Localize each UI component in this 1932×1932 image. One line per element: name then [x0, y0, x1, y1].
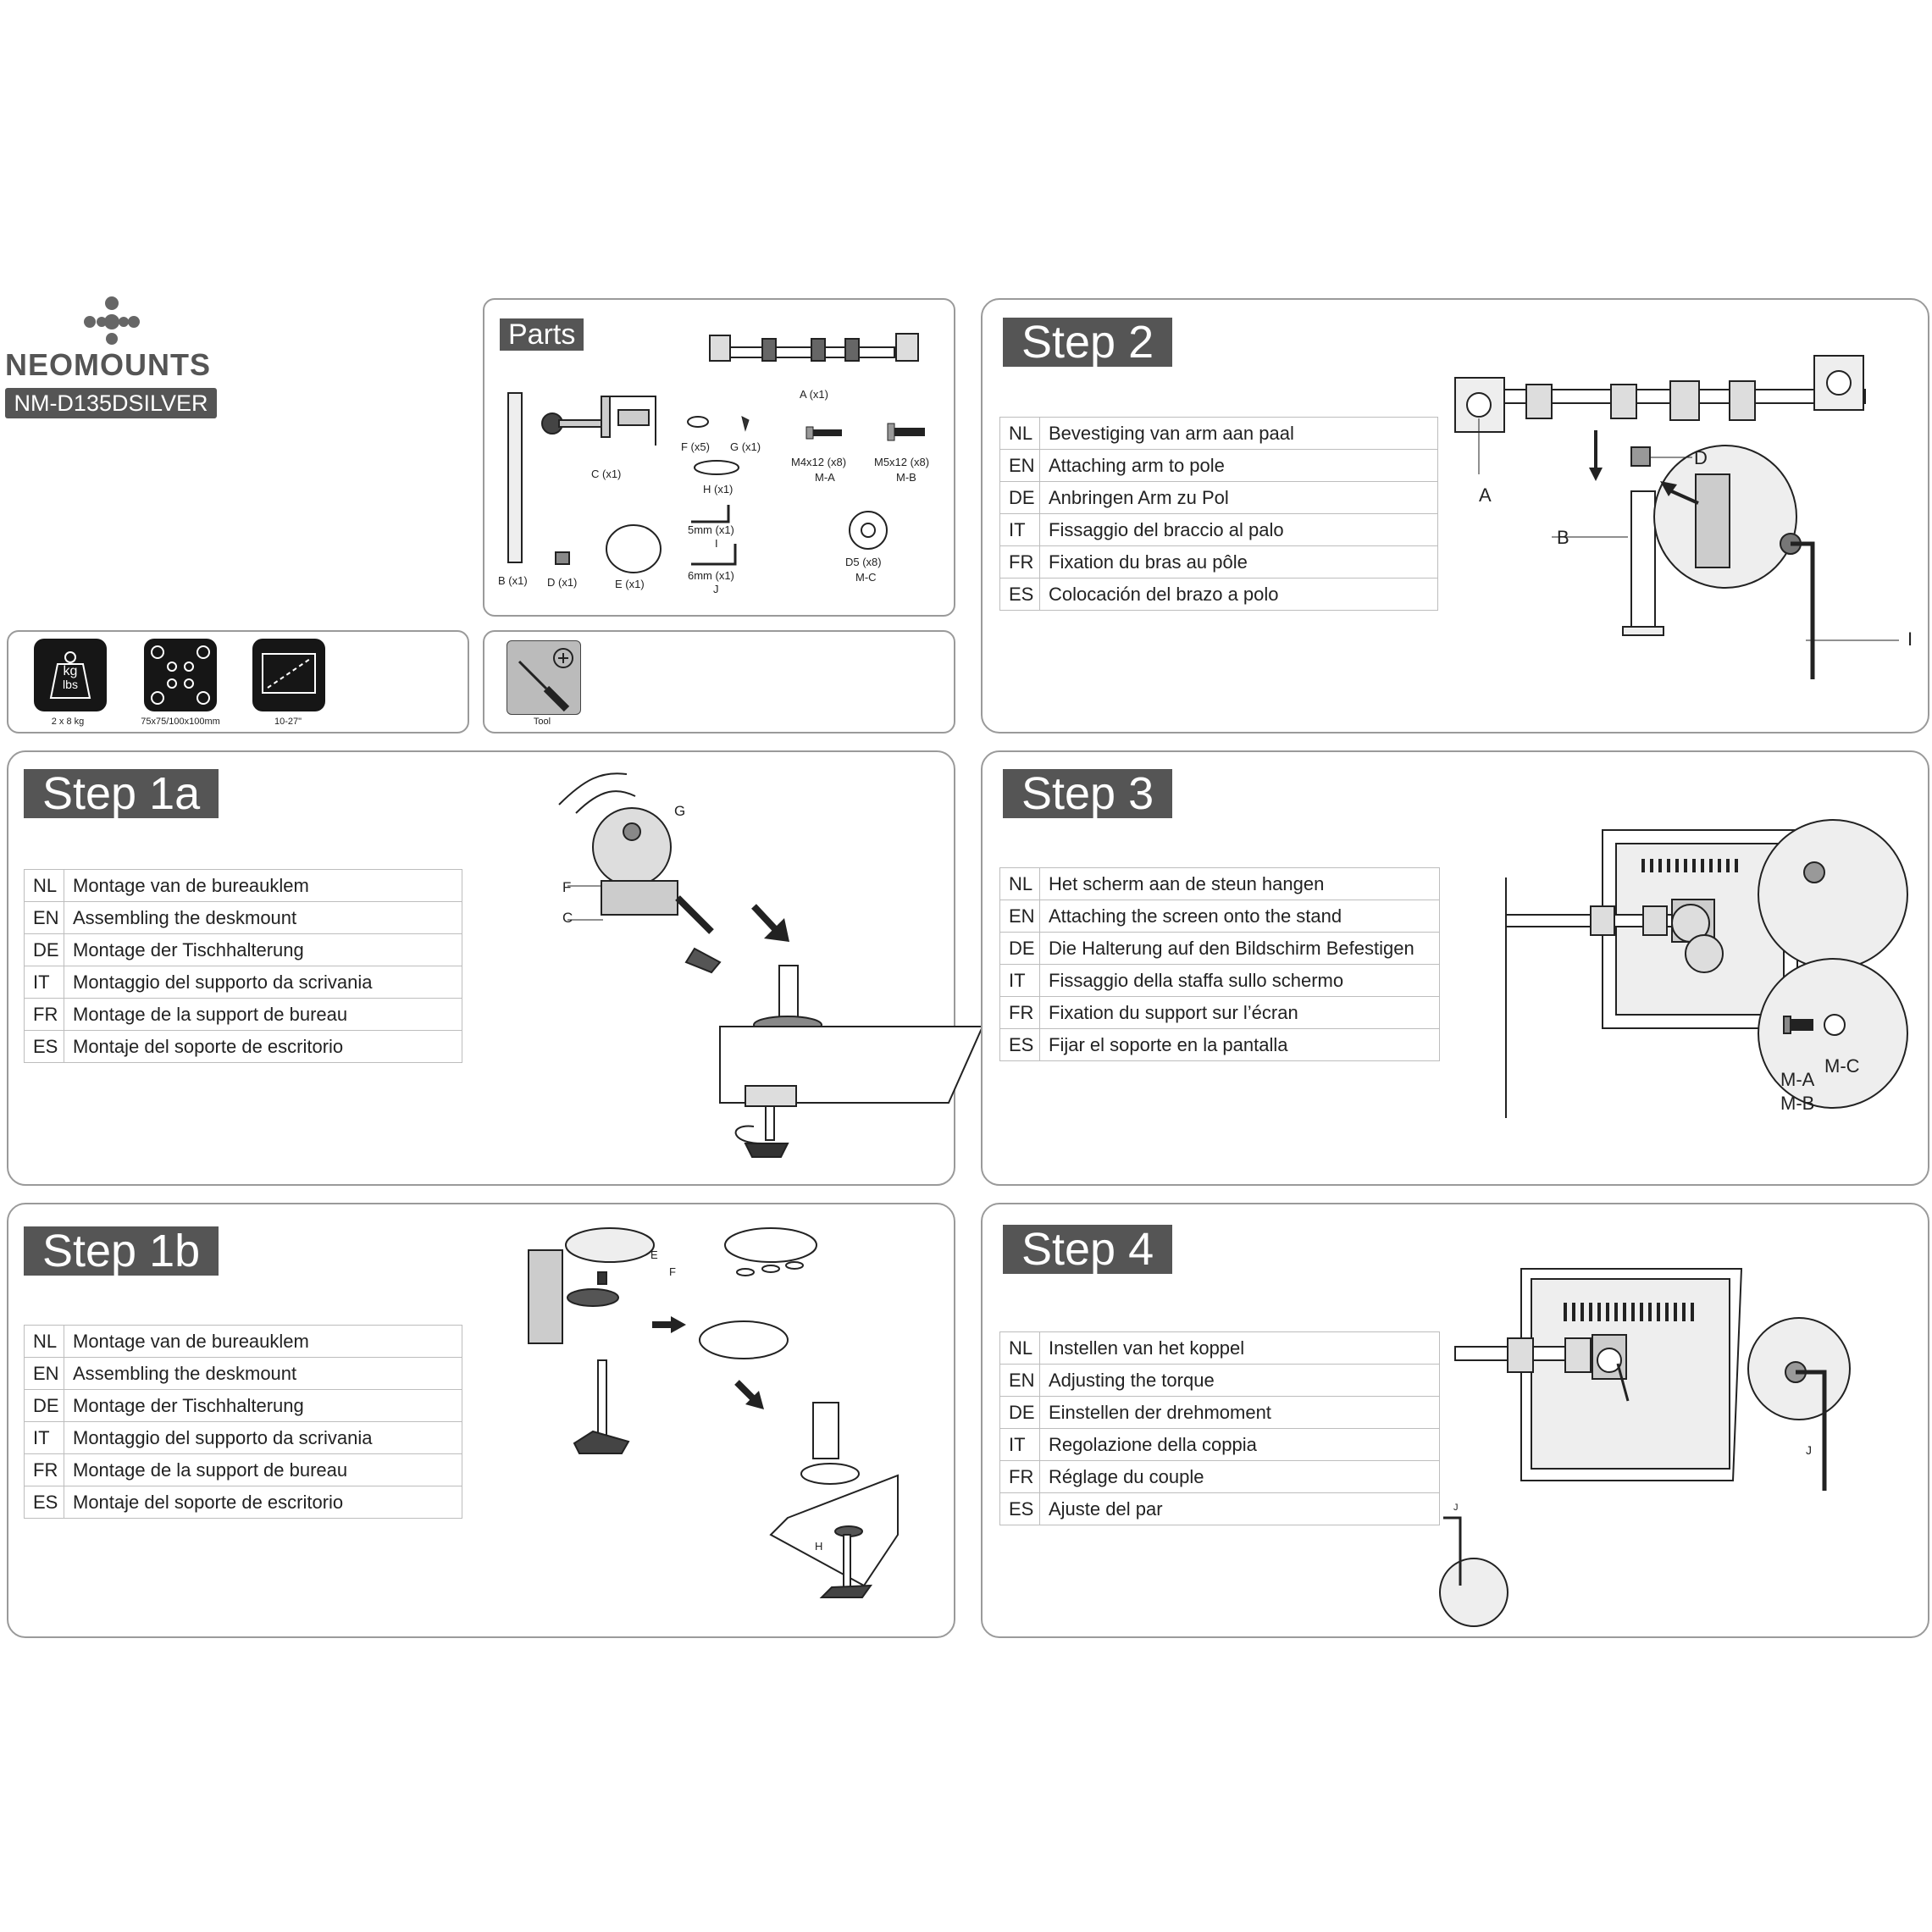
table-row — [25, 870, 462, 902]
lang-code: IT — [1000, 965, 1040, 997]
lang-code: FR — [25, 999, 64, 1031]
screen-size-caption: 10-27" — [274, 717, 302, 727]
lang-text: Montaggio del supporto da scrivania — [64, 1422, 462, 1454]
lang-text: Ajuste del par — [1040, 1493, 1440, 1525]
lang-text: Bevestiging van arm aan paal — [1040, 418, 1438, 450]
part-i-sub: I — [715, 537, 718, 550]
step2-callout-b: B — [1557, 527, 1569, 548]
lang-text: Montage der Tischhalterung — [64, 934, 462, 966]
step3-title: Step 3 — [1003, 769, 1172, 818]
table-row — [25, 1390, 462, 1422]
step3-illustration — [1499, 805, 1923, 1160]
step3-callout-ma: M-A — [1780, 1069, 1815, 1090]
step3-callout-mc: M-C — [1824, 1055, 1860, 1077]
table-row — [25, 902, 462, 934]
lang-text: Einstellen der drehmoment — [1040, 1397, 1440, 1429]
table-row — [1000, 1493, 1440, 1525]
lang-code: EN — [1000, 900, 1040, 933]
step4-callout-j: J — [1806, 1443, 1812, 1457]
table-row — [1000, 418, 1438, 450]
lang-code: ES — [1000, 578, 1040, 611]
part-g-label: G (x1) — [730, 440, 761, 453]
part-d-label: D (x1) — [547, 576, 578, 589]
part-j-sub: J — [713, 583, 719, 595]
table-row — [25, 1326, 462, 1358]
lang-text: Montage de la support de bureau — [64, 999, 462, 1031]
lang-text: Montaje del soporte de escritorio — [64, 1031, 462, 1063]
weight-kg-lbs-icon — [34, 639, 107, 711]
step4-callout-j-small: J — [1453, 1503, 1459, 1513]
part-m5-sub: M-B — [896, 471, 916, 484]
lang-text: Montaje del soporte de escritorio — [64, 1486, 462, 1519]
table-row — [25, 934, 462, 966]
table-row — [25, 999, 462, 1031]
lang-code: ES — [25, 1486, 64, 1519]
lang-code: EN — [25, 1358, 64, 1390]
step1b-callout-h: H — [815, 1540, 823, 1553]
part-a-arm-icon — [710, 334, 918, 361]
step4-illustration — [1440, 1254, 1914, 1643]
lang-text: Assembling the deskmount — [64, 902, 462, 934]
lang-text: Fissaggio della staffa sullo schermo — [1040, 965, 1440, 997]
table-row — [1000, 933, 1440, 965]
part-c-label: C (x1) — [591, 468, 622, 480]
lang-code: DE — [1000, 482, 1040, 514]
lang-text: Montage van de bureauklem — [64, 870, 462, 902]
table-row — [1000, 1397, 1440, 1429]
vesa-holes-icon — [144, 639, 217, 711]
step1b-callout-e: E — [650, 1248, 658, 1261]
table-row — [1000, 997, 1440, 1029]
weight-caption: 2 x 8 kg — [51, 717, 85, 727]
table-row — [1000, 900, 1440, 933]
table-row — [1000, 1029, 1440, 1061]
table-row — [1000, 546, 1438, 578]
step2-illustration — [1450, 347, 1924, 686]
part-a-label: A (x1) — [800, 388, 828, 401]
step1b-table — [24, 1325, 462, 1519]
step3-table — [999, 867, 1440, 1061]
table-row — [25, 1454, 462, 1486]
table-row — [25, 1358, 462, 1390]
table-row — [1000, 578, 1438, 611]
lang-text: Montaggio del supporto da scrivania — [64, 966, 462, 999]
lang-code: ES — [25, 1031, 64, 1063]
screen-size-icon — [252, 639, 325, 711]
step4-title: Step 4 — [1003, 1225, 1172, 1274]
lang-text: Adjusting the torque — [1040, 1365, 1440, 1397]
lang-text: Instellen van het koppel — [1040, 1332, 1440, 1365]
lang-text: Fixation du bras au pôle — [1040, 546, 1438, 578]
lang-code: ES — [1000, 1493, 1040, 1525]
part-h-icon — [695, 461, 739, 474]
lang-code: FR — [1000, 997, 1040, 1029]
part-f-icon — [688, 417, 708, 427]
lang-text: Montage van de bureauklem — [64, 1326, 462, 1358]
tool-caption: Tool — [533, 717, 551, 727]
lang-code: ES — [1000, 1029, 1040, 1061]
step3-callout-mb: M-B — [1780, 1093, 1815, 1114]
part-m5-label: M5x12 (x8) — [874, 456, 930, 468]
table-row — [1000, 514, 1438, 546]
step1a-callout-f: F — [562, 879, 572, 895]
part-h-label: H (x1) — [703, 483, 733, 495]
brand-name: NEOMOUNTS — [5, 347, 211, 382]
lang-text: Assembling the deskmount — [64, 1358, 462, 1390]
part-d-icon — [556, 552, 569, 564]
step1a-illustration — [551, 762, 906, 1169]
part-b-label: B (x1) — [498, 574, 528, 587]
lang-code: NL — [1000, 418, 1040, 450]
lang-code: IT — [1000, 514, 1040, 546]
lang-text: Réglage du couple — [1040, 1461, 1440, 1493]
step2-callout-d: D — [1694, 447, 1708, 468]
lang-code: FR — [1000, 546, 1040, 578]
table-row — [1000, 1365, 1440, 1397]
parts-title: Parts — [500, 318, 584, 351]
step1b-illustration — [517, 1216, 906, 1631]
lang-text: Fixation du support sur l’écran — [1040, 997, 1440, 1029]
part-e-label: E (x1) — [615, 578, 645, 590]
table-row — [1000, 1332, 1440, 1365]
step2-callout-i: I — [1907, 628, 1913, 650]
part-i-key-icon — [691, 505, 728, 522]
lang-text: Fijar el soporte en la pantalla — [1040, 1029, 1440, 1061]
part-m4-sub: M-A — [815, 471, 835, 484]
lang-code: IT — [25, 966, 64, 999]
part-m4-label: M4x12 (x8) — [791, 456, 847, 468]
dots-cross-logo-icon — [78, 296, 154, 347]
lang-code: EN — [25, 902, 64, 934]
step2-callout-a: A — [1479, 484, 1492, 506]
part-d5-sub: M-C — [855, 571, 877, 584]
step1a-table — [24, 869, 462, 1063]
table-row — [25, 1031, 462, 1063]
part-j-label: 6mm (x1) — [688, 569, 734, 582]
screw-m4-icon — [806, 427, 842, 439]
table-row — [1000, 1429, 1440, 1461]
lang-text: Attaching arm to pole — [1040, 450, 1438, 482]
step1a-callout-g: G — [674, 803, 686, 819]
lang-text: Attaching the screen onto the stand — [1040, 900, 1440, 933]
part-f-label: F (x5) — [681, 440, 710, 453]
table-row — [25, 1422, 462, 1454]
lang-code: EN — [1000, 1365, 1040, 1397]
lang-code: NL — [1000, 868, 1040, 900]
lang-text: Regolazione della coppia — [1040, 1429, 1440, 1461]
lang-text: Montage der Tischhalterung — [64, 1390, 462, 1422]
lang-code: DE — [25, 1390, 64, 1422]
lang-text: Colocación del brazo a polo — [1040, 578, 1438, 611]
lang-text: Anbringen Arm zu Pol — [1040, 482, 1438, 514]
step1b-callout-f: F — [669, 1265, 676, 1278]
part-c-clamp-icon — [542, 396, 656, 446]
vesa-caption: 75x75/100x100mm — [141, 717, 220, 727]
weight-kg-text: kg — [63, 664, 78, 678]
lang-code: NL — [1000, 1332, 1040, 1365]
lang-text: Montage de la support de bureau — [64, 1454, 462, 1486]
table-row — [1000, 965, 1440, 997]
step2-table — [999, 417, 1438, 611]
table-row — [1000, 482, 1438, 514]
screw-m5-icon — [888, 423, 925, 440]
screwdriver-icon — [507, 640, 581, 715]
lang-code: NL — [25, 870, 64, 902]
lang-code: DE — [25, 934, 64, 966]
step1b-title: Step 1b — [24, 1226, 219, 1276]
lang-code: EN — [1000, 450, 1040, 482]
table-row — [1000, 868, 1440, 900]
lang-code: NL — [25, 1326, 64, 1358]
lang-text: Fissaggio del braccio al palo — [1040, 514, 1438, 546]
lang-code: DE — [1000, 1397, 1040, 1429]
lang-code: IT — [1000, 1429, 1040, 1461]
weight-lbs-text: lbs — [63, 678, 78, 691]
table-row — [25, 966, 462, 999]
part-j-key-icon — [691, 544, 735, 564]
step2-title: Step 2 — [1003, 318, 1172, 367]
table-row — [1000, 1461, 1440, 1493]
washer-d5-icon — [850, 512, 887, 549]
table-row — [1000, 450, 1438, 482]
step1a-title: Step 1a — [24, 769, 219, 818]
table-row — [25, 1486, 462, 1519]
lang-code: IT — [25, 1422, 64, 1454]
step1a-callout-c: C — [562, 910, 573, 926]
part-e-icon — [606, 525, 661, 573]
lang-code: FR — [25, 1454, 64, 1486]
model-badge: NM-D135DSILVER — [5, 388, 217, 418]
lang-code: FR — [1000, 1461, 1040, 1493]
part-i-label: 5mm (x1) — [688, 523, 734, 536]
step4-table — [999, 1331, 1440, 1525]
lang-code: DE — [1000, 933, 1040, 965]
lang-text: Die Halterung auf den Bildschirm Befestigen — [1040, 933, 1440, 965]
lang-text: Het scherm aan de steun hangen — [1040, 868, 1440, 900]
part-d5-label: D5 (x8) — [845, 556, 882, 568]
part-g-icon — [742, 417, 749, 430]
part-b-pole-icon — [508, 393, 522, 562]
